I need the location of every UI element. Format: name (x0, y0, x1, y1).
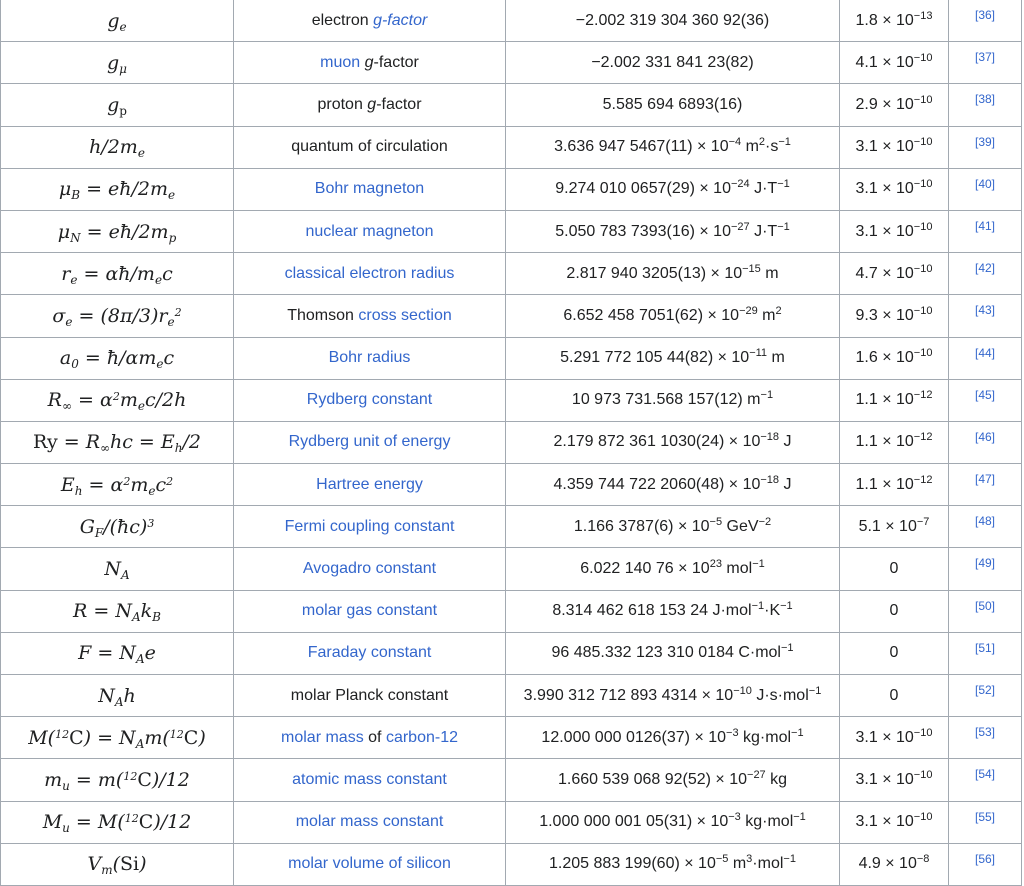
uncertainty-cell: $3.1 \times 10^{-10}$ (840, 759, 949, 801)
uncertainty-cell: $9.3 \times 10^{-10}$ (840, 295, 949, 337)
quantity-cell (234, 421, 506, 463)
quantity-text: electron (311, 11, 374, 29)
uncertainty-cell: $4.1 \times 10^{-10}$ (840, 42, 949, 84)
uncertainty-cell: 0 (840, 590, 949, 632)
reference-link[interactable]: [40] (974, 176, 995, 191)
quantity-link[interactable]: Faraday constant (307, 644, 432, 662)
value-cell: 10 973 731.568 157(12) $m^{-1}$ (506, 379, 840, 421)
uncertainty-cell: 0 (840, 675, 949, 717)
reference-cell (949, 464, 1022, 506)
value-cell: 1.166 $3787(6) \times 10^{-5}$ GeV$^{-2}$ (506, 506, 840, 548)
value-cell: 5.050 783 $7393(16) \times 10^{-27}$ $J\cdot T^{-1}$ (506, 210, 840, 252)
reference-cell (949, 253, 1022, 295)
quantity-cell (234, 843, 506, 885)
reference-link[interactable]: [42] (974, 261, 995, 276)
quantity-text: -factor (373, 53, 419, 71)
reference-link[interactable]: [46] (974, 429, 995, 444)
uncertainty-cell: $3.1 \times 10^{-10}$ (840, 801, 949, 843)
quantity-link[interactable]: molar mass constant (295, 813, 444, 831)
quantity-cell (234, 210, 506, 252)
value-cell: 8.314 462 618 153 24 $J\cdot mol^{-1}\cdot K^{-1}$ (506, 590, 840, 632)
table-row (1, 548, 1022, 590)
reference-link[interactable]: [52] (974, 683, 995, 697)
reference-cell (949, 0, 1022, 42)
reference-link[interactable]: [44] (974, 345, 995, 360)
quantity-link[interactable]: muon (320, 53, 365, 71)
quantity-cell (234, 42, 506, 84)
quantity-text: proton (317, 95, 368, 113)
symbol-cell: $R = N_Ak_B$ (1, 590, 234, 632)
quantity-cell (234, 506, 506, 548)
reference-cell (949, 337, 1022, 379)
value-cell: 2.179 872 361 $1030(24) \times 10^{-18}$ J (506, 421, 840, 463)
symbol-cell: $g_e$ (1, 0, 234, 42)
quantity-link[interactable]: Bohr radius (328, 349, 411, 367)
value-cell: 5.291 772 105 $44(82) \times 10^{-11}$ m (506, 337, 840, 379)
reference-link[interactable]: [37] (974, 50, 995, 65)
quantity-cell (234, 84, 506, 126)
reference-cell (949, 421, 1022, 463)
value-cell: 12.000 000 $0126(37) \times 10^{-3}$ kg·mol$^{-1}$ (506, 717, 840, 759)
quantity-cell (234, 0, 506, 42)
value-cell: 6.022 140 $76 \times 10^{23}$ mol$^{-1}$ (506, 548, 840, 590)
quantity-link[interactable]: classical electron radius (284, 264, 455, 282)
quantity-cell (234, 379, 506, 421)
symbol-cell: $R_\infty = \alpha^2m_ec/2h$ (1, 379, 234, 421)
value-cell: 96 485.332 123 310 0184 C·mol$^{-1}$ (506, 632, 840, 674)
quantity-cell (234, 295, 506, 337)
value-cell: 1.205 883 $199(60) \times 10^{-5}$ $m^3\cdot mol^{-1}$ (506, 843, 840, 885)
value-cell: 4.359 744 722 $2060(48) \times 10^{-18}$ J (506, 464, 840, 506)
symbol-cell: $\mu_N$ = $eħ/2m_p$ (1, 210, 234, 252)
value-cell: 6.652 458 $7051(62) \times 10^{-29}$ $m^2$ (506, 295, 840, 337)
uncertainty-cell: $3.1 \times 10^{-10}$ (840, 168, 949, 210)
table-row (1, 843, 1022, 885)
quantity-link[interactable]: Avogadro constant (302, 560, 437, 578)
symbol-cell: $E_h = \alpha^2m_ec^2$ (1, 464, 234, 506)
table-row (1, 42, 1022, 84)
uncertainty-cell: 0 (840, 632, 949, 674)
quantity-text: quantum of circulation (291, 138, 448, 156)
quantity-link[interactable]: Bohr magneton (314, 180, 425, 198)
table-row (1, 717, 1022, 759)
uncertainty-cell: $3.1 \times 10^{-10}$ (840, 210, 949, 252)
table-row (1, 506, 1022, 548)
value-cell: 2.817 940 $3205(13) \times 10^{-15}$ m (506, 253, 840, 295)
value-cell: −2.002 331 841 23(82) (506, 42, 840, 84)
value-cell: 3.990 312 712 893 $4314 \times 10^{-10}$ J·s·mol$^{-1}$ (506, 675, 840, 717)
quantity-text: g (367, 95, 377, 113)
uncertainty-cell: $4.7 \times 10^{-10}$ (840, 253, 949, 295)
reference-cell (949, 295, 1022, 337)
quantity-text: of (363, 728, 386, 746)
uncertainty-cell: $4.9 \times 10^{-8}$ (840, 843, 949, 885)
symbol-cell: $g_\mu$ (1, 42, 234, 84)
symbol-cell: $N_A$ (1, 548, 234, 590)
table-row (1, 253, 1022, 295)
table-row (1, 84, 1022, 126)
reference-link[interactable]: [36] (974, 8, 995, 22)
symbol-cell: $\sigma_e = (8\pi/3)r_e^2$ (1, 295, 234, 337)
value-cell: 1.660 539 068 $92(52) \times 10^{-27}$ kg (506, 759, 840, 801)
table-row (1, 464, 1022, 506)
reference-link[interactable]: [48] (974, 514, 995, 529)
uncertainty-cell: $1.1 \times 10^{-12}$ (840, 464, 949, 506)
quantity-cell (234, 548, 506, 590)
uncertainty-cell: $1.1 \times 10^{-12}$ (840, 421, 949, 463)
table-row (1, 379, 1022, 421)
reference-cell (949, 759, 1022, 801)
reference-link[interactable]: [39] (974, 134, 995, 149)
reference-cell (949, 126, 1022, 168)
table-row (1, 675, 1022, 717)
quantity-cell (234, 590, 506, 632)
table-row (1, 210, 1022, 252)
reference-link[interactable]: [50] (974, 598, 995, 613)
quantity-link[interactable]: g-factor (373, 11, 428, 29)
symbol-cell: $F = N_Ae$ (1, 632, 234, 674)
quantity-text: -factor (376, 95, 422, 113)
quantity-link[interactable]: molar mass (281, 728, 364, 746)
quantity-link[interactable]: molar gas constant (301, 602, 438, 620)
uncertainty-cell: $3.1 \times 10^{-10}$ (840, 126, 949, 168)
symbol-cell: $M(^{12}C) = N_Am(^{12}C)$ (1, 717, 234, 759)
reference-cell (949, 590, 1022, 632)
symbol-cell: $g_p$ (1, 84, 234, 126)
uncertainty-cell: $1.8 \times 10^{-13}$ (840, 0, 949, 42)
table-row (1, 632, 1022, 674)
quantity-cell (234, 126, 506, 168)
uncertainty-cell: 0 (840, 548, 949, 590)
symbol-cell: $N_Ah$ (1, 675, 234, 717)
uncertainty-cell: $2.9 \times 10^{-10}$ (840, 84, 949, 126)
reference-link[interactable]: [53] (974, 725, 995, 740)
table-row (1, 801, 1022, 843)
quantity-link[interactable]: Fermi coupling constant (284, 517, 455, 535)
symbol-cell: $r_e$ = $\alpha ħ/m_ec$ (1, 253, 234, 295)
table-row (1, 337, 1022, 379)
reference-link[interactable]: [43] (974, 303, 995, 318)
table-row (1, 295, 1022, 337)
reference-cell (949, 210, 1022, 252)
reference-cell (949, 717, 1022, 759)
quantity-cell (234, 337, 506, 379)
reference-cell (949, 42, 1022, 84)
uncertainty-cell: $1.1 \times 10^{-12}$ (840, 379, 949, 421)
uncertainty-cell: $5.1 \times 10^{-7}$ (840, 506, 949, 548)
symbol-cell: $Ry = R_\infty hc = E_h/2$ (1, 421, 234, 463)
symbol-cell: $V_m(Si)$ (1, 843, 234, 885)
quantity-cell (234, 759, 506, 801)
reference-cell (949, 506, 1022, 548)
reference-link[interactable]: [56] (974, 851, 995, 866)
reference-cell (949, 548, 1022, 590)
symbol-cell: $M_u = M(^{12}C)/12$ (1, 801, 234, 843)
symbol-cell: $h/2m_e$ (1, 126, 234, 168)
reference-cell (949, 168, 1022, 210)
quantity-cell (234, 253, 506, 295)
reference-cell (949, 843, 1022, 885)
quantity-cell (234, 168, 506, 210)
value-cell: 5.585 694 6893(16) (506, 84, 840, 126)
value-cell: 9.274 010 $0657(29) \times 10^{-24}$ $J\cdot T^{-1}$ (506, 168, 840, 210)
quantity-link[interactable]: Rydberg unit of energy (288, 433, 451, 451)
reference-cell (949, 675, 1022, 717)
symbol-cell: $m_u = m(^{12}C)/12$ (1, 759, 234, 801)
reference-cell (949, 379, 1022, 421)
table-row (1, 421, 1022, 463)
constants-table-body (1, 0, 1022, 885)
table-row (1, 0, 1022, 42)
value-cell: 3.636 947 $5467(11) \times 10^{-4}$ $m^2\cdot s^{-1}$ (506, 126, 840, 168)
reference-cell (949, 84, 1022, 126)
reference-link[interactable]: [47] (974, 472, 995, 487)
quantity-link[interactable]: Hartree energy (316, 475, 423, 493)
uncertainty-cell: $1.6 \times 10^{-10}$ (840, 337, 949, 379)
symbol-cell: $G_F/(ħc)^3$ (1, 506, 234, 548)
uncertainty-cell: $3.1 \times 10^{-10}$ (840, 717, 949, 759)
value-cell: 1.000 000 001 $05(31) \times 10^{-3}$ kg·mol$^{-1}$ (506, 801, 840, 843)
reference-cell (949, 632, 1022, 674)
reference-link[interactable]: [49] (974, 556, 995, 571)
reference-link[interactable]: [55] (974, 809, 995, 824)
symbol-cell: $a_0$ = $ħ/\alpha m_ec$ (1, 337, 234, 379)
quantity-cell (234, 717, 506, 759)
quantity-link[interactable]: cross section (358, 306, 452, 324)
value-cell: −2.002 319 304 360 92(36) (506, 0, 840, 42)
reference-link[interactable]: [45] (974, 387, 995, 402)
quantity-link[interactable]: nuclear magneton (305, 222, 434, 240)
reference-cell (949, 801, 1022, 843)
quantity-text: molar Planck constant (290, 686, 449, 704)
quantity-cell (234, 801, 506, 843)
table-row (1, 759, 1022, 801)
quantity-link[interactable]: Rydberg constant (306, 391, 433, 409)
reference-link[interactable]: [54] (974, 767, 995, 782)
quantity-link[interactable]: atomic mass constant (292, 770, 447, 788)
quantity-cell (234, 464, 506, 506)
reference-link[interactable]: [51] (974, 640, 995, 655)
reference-link[interactable]: [41] (974, 218, 995, 233)
reference-link[interactable]: [38] (974, 92, 995, 107)
quantity-cell (234, 632, 506, 674)
quantity-text: g (364, 53, 374, 71)
table-row (1, 590, 1022, 632)
quantity-link[interactable]: molar volume of silicon (288, 855, 451, 873)
quantity-text: Thomson (287, 306, 359, 324)
quantity-link[interactable]: carbon-12 (385, 728, 458, 746)
symbol-cell: $\mu_B$ = $eħ/2m_e$ (1, 168, 234, 210)
table-row (1, 168, 1022, 210)
quantity-cell (234, 675, 506, 717)
table-row (1, 126, 1022, 168)
